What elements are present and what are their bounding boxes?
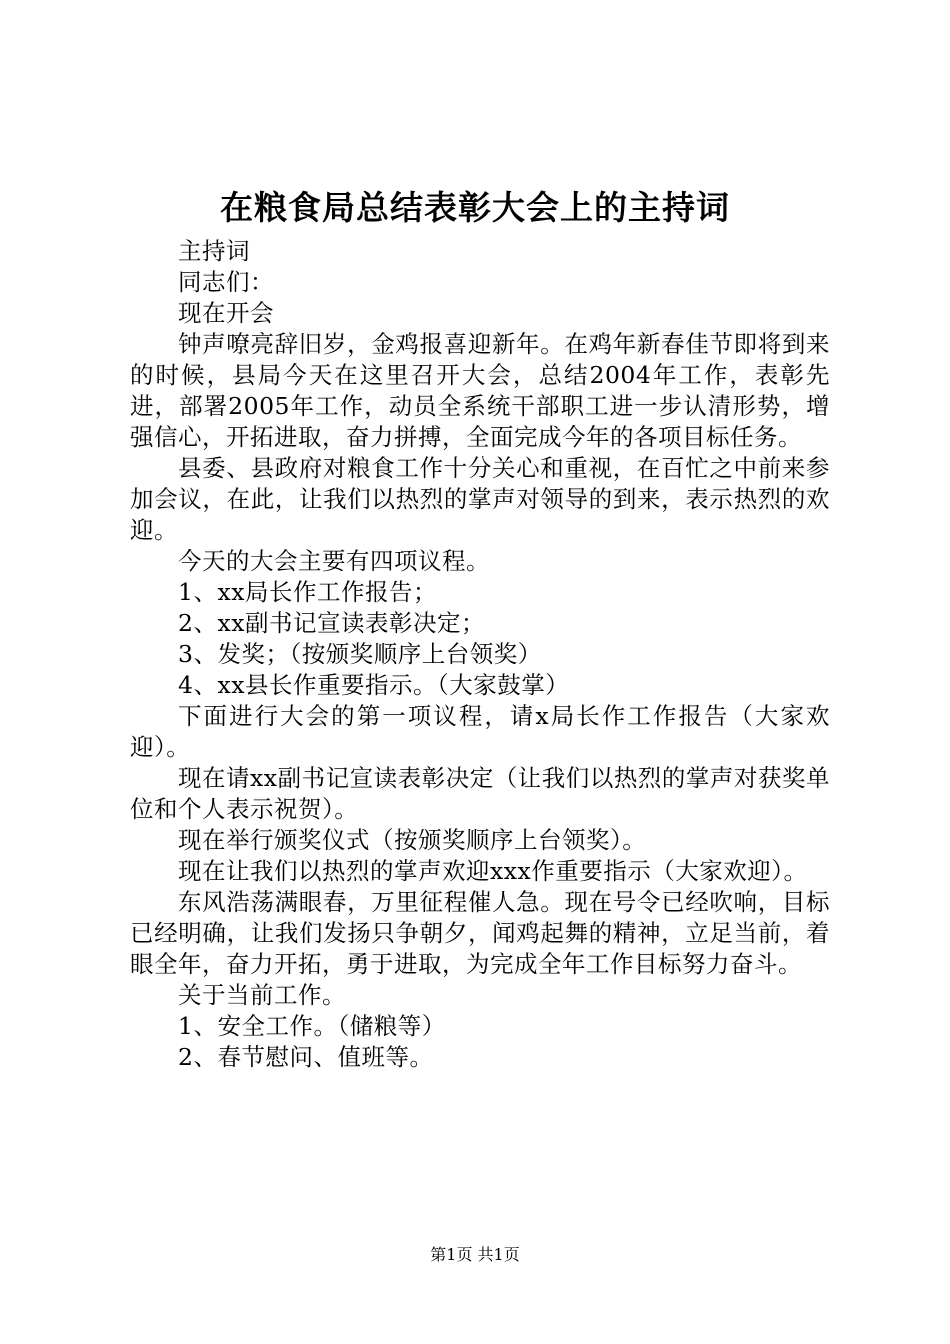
paragraph: 现在请xx副书记宣读表彰决定（让我们以热烈的掌声对获奖单位和个人表示祝贺）。 xyxy=(130,764,830,823)
paragraph: 县委、县政府对粮食工作十分关心和重视，在百忙之中前来参加会议，在此，让我们以热烈的掌声对领导的到来，表示热烈的欢迎。 xyxy=(130,454,830,544)
list-item: 2、xx副书记宣读表彰决定； xyxy=(178,609,485,637)
list-item: 2、春节慰问、值班等。 xyxy=(178,1043,434,1071)
paragraph: 关于当前工作。 xyxy=(178,981,346,1009)
list-item: 4、xx县长作重要指示。（大家鼓掌） xyxy=(178,671,570,699)
paragraph: 现在让我们以热烈的掌声欢迎xxx作重要指示（大家欢迎）。 xyxy=(178,857,808,885)
paragraph: 现在开会 xyxy=(178,299,274,327)
paragraph: 钟声嘹亮辞旧岁，金鸡报喜迎新年。在鸡年新春佳节即将到来的时候，县局今天在这里召开大会，总结2004年工作，表彰先进，部署2005年工作，动员全系统干部职工进一步认清形势，增强信心，开拓进取，奋力拼搏，全面完成今年的各项目标任务。 xyxy=(130,330,830,451)
paragraph: 今天的大会主要有四项议程。 xyxy=(178,547,490,575)
list-item: 1、安全工作。（储粮等） xyxy=(178,1012,446,1040)
paragraph: 东风浩荡满眼春，万里征程催人急。现在号令已经吹响，目标已经明确，让我们发扬只争朝夕，闻鸡起舞的精神，立足当前，着眼全年，奋力开拓，勇于进取，为完成全年工作目标努力奋斗。 xyxy=(130,888,830,978)
paragraph: 下面进行大会的第一项议程，请x局长作工作报告（大家欢迎）。 xyxy=(130,702,830,761)
paragraph: 现在举行颁奖仪式（按颁奖顺序上台领奖）。 xyxy=(178,826,647,854)
page-footer: 第1页 共1页 xyxy=(430,1245,520,1264)
document-title: 在粮食局总结表彰大会上的主持词 xyxy=(220,188,730,227)
paragraph: 主持词 xyxy=(178,237,250,265)
list-item: 3、发奖；（按颁奖顺序上台领奖） xyxy=(178,640,542,668)
document-body xyxy=(130,236,830,1073)
paragraph: 同志们： xyxy=(178,268,274,296)
list-item: 1、xx局长作工作报告； xyxy=(178,578,437,606)
